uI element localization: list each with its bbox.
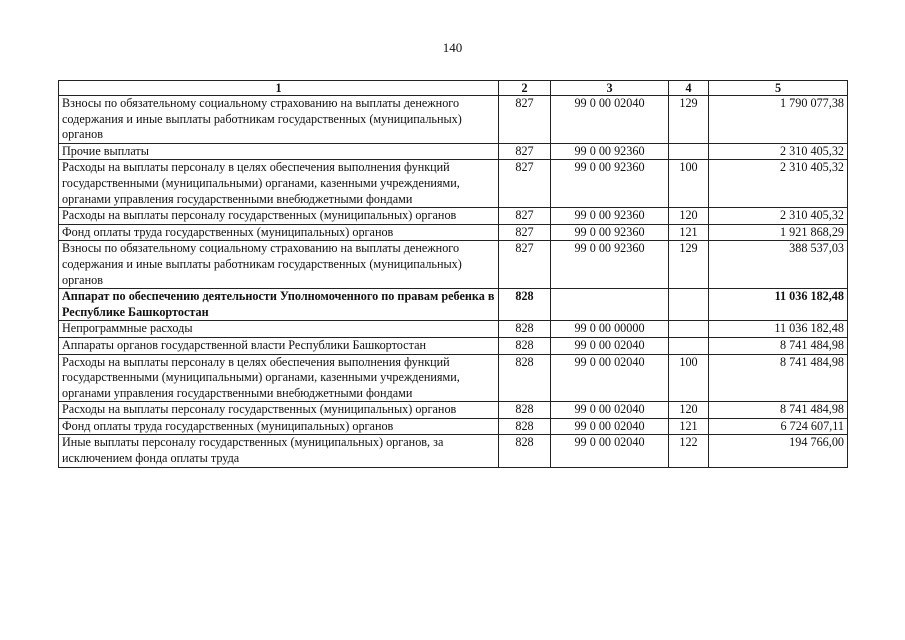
table-row: [59, 418, 848, 435]
row-article-cell: 99 0 00 02040: [551, 96, 669, 144]
table-row: [59, 160, 848, 208]
row-amount-cell: 2 310 405,32: [709, 143, 848, 160]
row-code-cell: 827: [499, 208, 551, 225]
budget-table: [58, 80, 848, 468]
row-amount-cell: 11 036 182,48: [709, 321, 848, 338]
table-row: [59, 402, 848, 419]
row-article-cell: 99 0 00 02040: [551, 402, 669, 419]
row-name-cell: Расходы на выплаты персоналу в целях обеспечения выполнения функций государственными (муниципальными) органами, казенными учреждениями, органами управления государственными внебюджетными фондами: [59, 354, 499, 402]
row-type-cell: 120: [669, 208, 709, 225]
row-name-cell: Расходы на выплаты персоналу государственных (муниципальных) органов: [59, 402, 499, 419]
row-name-cell: Аппараты органов государственной власти Республики Башкортостан: [59, 337, 499, 354]
row-code-cell: 827: [499, 241, 551, 289]
table-row: [59, 321, 848, 338]
header-col-2: 2: [499, 81, 551, 96]
row-article-cell: 99 0 00 02040: [551, 337, 669, 354]
row-type-cell: [669, 289, 709, 321]
table-row: [59, 96, 848, 144]
table-row: [59, 435, 848, 467]
header-col-4: 4: [669, 81, 709, 96]
row-article-cell: 99 0 00 02040: [551, 418, 669, 435]
row-code-cell: 828: [499, 354, 551, 402]
table-row: [59, 354, 848, 402]
row-code-cell: 828: [499, 289, 551, 321]
table-row: [59, 224, 848, 241]
row-amount-cell: 1 921 868,29: [709, 224, 848, 241]
table-row: [59, 241, 848, 289]
row-type-cell: 122: [669, 435, 709, 467]
row-type-cell: [669, 143, 709, 160]
row-name-cell: Расходы на выплаты персоналу в целях обеспечения выполнения функций государственными (муниципальными) органами, казенными учреждениями, органами управления государственными внебюджетными фондами: [59, 160, 499, 208]
row-article-cell: [551, 289, 669, 321]
row-code-cell: 827: [499, 143, 551, 160]
row-amount-cell: 2 310 405,32: [709, 160, 848, 208]
row-amount-cell: 194 766,00: [709, 435, 848, 467]
row-amount-cell: 2 310 405,32: [709, 208, 848, 225]
row-article-cell: 99 0 00 92360: [551, 224, 669, 241]
row-type-cell: 121: [669, 418, 709, 435]
row-name-cell: Фонд оплаты труда государственных (муниципальных) органов: [59, 418, 499, 435]
table-row: [59, 337, 848, 354]
row-code-cell: 827: [499, 224, 551, 241]
row-article-cell: 99 0 00 92360: [551, 143, 669, 160]
row-name-cell: Расходы на выплаты персоналу государственных (муниципальных) органов: [59, 208, 499, 225]
row-article-cell: 99 0 00 02040: [551, 435, 669, 467]
row-amount-cell: 388 537,03: [709, 241, 848, 289]
row-type-cell: 100: [669, 354, 709, 402]
table-row: [59, 289, 848, 321]
table-row: [59, 208, 848, 225]
row-name-cell: Аппарат по обеспечению деятельности Уполномоченного по правам ребенка в Республике Башкортостан: [59, 289, 499, 321]
header-col-1: 1: [59, 81, 499, 96]
row-article-cell: 99 0 00 92360: [551, 208, 669, 225]
row-type-cell: 120: [669, 402, 709, 419]
table-header-row: [59, 81, 848, 96]
table-row: [59, 143, 848, 160]
header-col-5: 5: [709, 81, 848, 96]
row-code-cell: 827: [499, 160, 551, 208]
row-name-cell: Непрограммные расходы: [59, 321, 499, 338]
row-amount-cell: 11 036 182,48: [709, 289, 848, 321]
row-type-cell: [669, 321, 709, 338]
row-article-cell: 99 0 00 02040: [551, 354, 669, 402]
table-body: [59, 96, 848, 468]
row-article-cell: 99 0 00 92360: [551, 160, 669, 208]
row-amount-cell: 1 790 077,38: [709, 96, 848, 144]
row-code-cell: 828: [499, 337, 551, 354]
row-article-cell: 99 0 00 00000: [551, 321, 669, 338]
row-type-cell: [669, 337, 709, 354]
row-name-cell: Взносы по обязательному социальному страхованию на выплаты денежного содержания и иные выплаты работникам государственных (муниципальных) органов: [59, 96, 499, 144]
row-amount-cell: 6 724 607,11: [709, 418, 848, 435]
row-code-cell: 827: [499, 96, 551, 144]
row-name-cell: Взносы по обязательному социальному страхованию на выплаты денежного содержания и иные выплаты работникам государственных (муниципальных) органов: [59, 241, 499, 289]
row-type-cell: 129: [669, 241, 709, 289]
header-col-3: 3: [551, 81, 669, 96]
row-amount-cell: 8 741 484,98: [709, 337, 848, 354]
row-type-cell: 100: [669, 160, 709, 208]
row-type-cell: 129: [669, 96, 709, 144]
row-article-cell: 99 0 00 92360: [551, 241, 669, 289]
row-amount-cell: 8 741 484,98: [709, 354, 848, 402]
row-name-cell: Иные выплаты персоналу государственных (муниципальных) органов, за исключением фонда оплаты труда: [59, 435, 499, 467]
row-type-cell: 121: [669, 224, 709, 241]
row-amount-cell: 8 741 484,98: [709, 402, 848, 419]
row-code-cell: 828: [499, 435, 551, 467]
row-code-cell: 828: [499, 418, 551, 435]
row-name-cell: Прочие выплаты: [59, 143, 499, 160]
page-number: 140: [442, 40, 463, 55]
row-code-cell: 828: [499, 402, 551, 419]
row-code-cell: 828: [499, 321, 551, 338]
row-name-cell: Фонд оплаты труда государственных (муниципальных) органов: [59, 224, 499, 241]
